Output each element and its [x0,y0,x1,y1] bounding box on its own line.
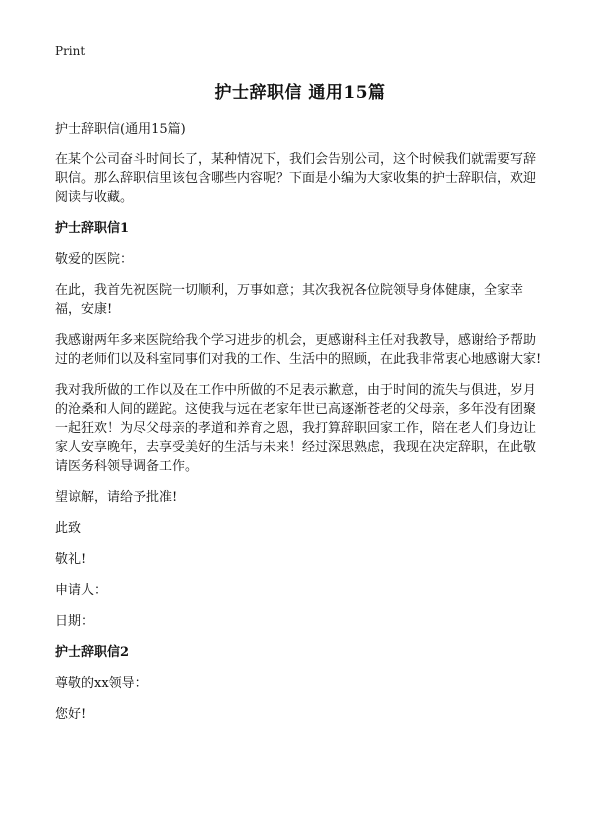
intro-paragraph: 在某个公司奋斗时间长了，某种情况下，我们会告别公司，这个时候我们就需要写辞职信。那么辞职信里该包含哪些内容呢？下面是小编为大家收集的护士辞职信，欢迎阅读与收藏。 [55,152,537,205]
date-line: 日期： [55,614,95,629]
paragraph: 在此，我首先祝医院一切顺利，万事如意；其次我祝各位院领导身体健康，全家幸福，安康! [55,283,524,317]
print-label[interactable]: Print [55,44,86,58]
greeting: 您好! [55,707,87,722]
closing-line: 此致 [55,521,82,536]
paragraph: 望谅解，请给予批准! [55,490,178,505]
document-body [55,120,544,736]
paragraph: 我对我所做的工作以及在工作中所做的不足表示歉意，由于时间的流失与俱进，岁月的沧桑和人间的蹉跎。这使我与远在老家年世已高逐渐苍老的父母亲，多年没有团聚一起狂欢！为尽父母亲的孝道和养育之恩，我打算辞职回家工作，陪在老人们身边让家人安享晚年，去享受美好的生活与未来！经过深思熟虑，我现在决定辞职，在此敬请医务科领导调备工作。 [55,383,537,474]
document-subtitle: 护士辞职信(通用15篇) [55,122,186,137]
applicant-line: 申请人： [55,583,108,598]
section-heading: 护士辞职信1 [55,221,130,236]
salutation: 尊敬的xx领导： [55,676,148,691]
document-title: 护士辞职信 通用15篇 [214,83,386,103]
paragraph: 我感谢两年多来医院给我个学习进步的机会，更感谢科主任对我教导，感谢给予帮助过的老师们以及科室同事们对我的工作、生活中的照顾，在此我非常衷心地感谢大家! [55,333,542,367]
section-heading: 护士辞职信2 [55,645,130,660]
salutation: 敬爱的医院： [55,252,134,267]
closing-line: 敬礼! [55,552,87,567]
